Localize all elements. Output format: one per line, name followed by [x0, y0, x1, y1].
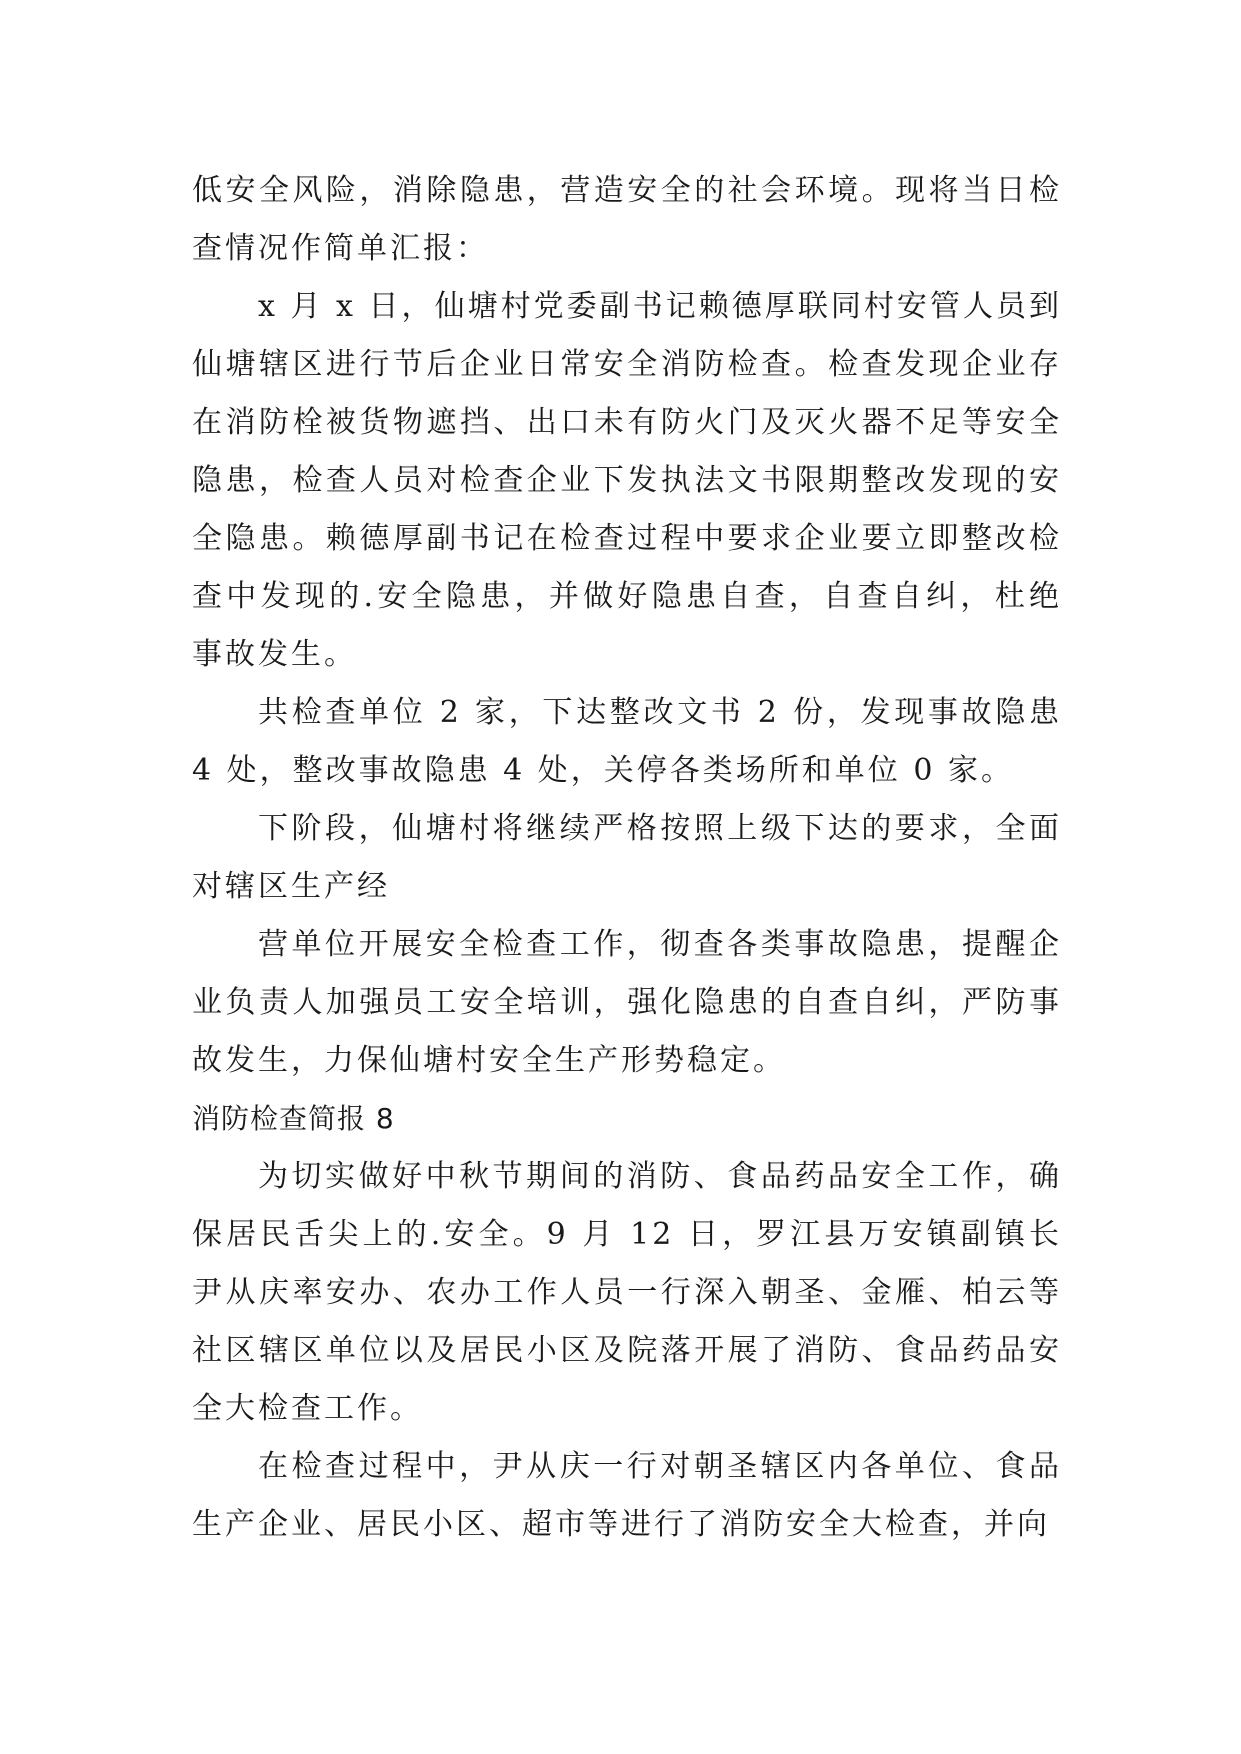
- paragraph-next-stage: 下阶段，仙塘村将继续严格按照上级下达的要求，全面对辖区生产经: [192, 811, 1062, 904]
- paragraph-mid-autumn-inspection: 为切实做好中秋节期间的消防、食品药品安全工作，确保居民舌尖上的.安全。9 月 12 日，罗江县万安镇副镇长尹从庆率安办、农办工作人员一行深入朝圣、金雁、柏云等社区辖区单位以及居民小区及院落开展了消防、食品药品安全大检查工作。: [192, 1159, 1062, 1426]
- document-body: [192, 162, 1062, 1554]
- paragraph-inspection-stats: 共检查单位 2 家，下达整改文书 2 份，发现事故隐患 4 处，整改事故隐患 4 处，关停各类场所和单位 0 家。: [192, 695, 1062, 788]
- paragraph-continuation: 低安全风险，消除隐患，营造安全的社会环境。现将当日检查情况作简单汇报：: [192, 173, 1062, 266]
- paragraph-inspection-process: 在检查过程中，尹从庆一行对朝圣辖区内各单位、食品生产企业、居民小区、超市等进行了消防安全大检查，并向: [192, 1449, 1062, 1542]
- section-title: 消防检查简报 8: [192, 1102, 395, 1135]
- paragraph-next-stage-continued: 营单位开展安全检查工作，彻查各类事故隐患，提醒企业负责人加强员工安全培训，强化隐患的自查自纠，严防事故发生，力保仙塘村安全生产形势稳定。: [192, 927, 1062, 1078]
- paragraph-inspection-details: x 月 x 日，仙塘村党委副书记赖德厚联同村安管人员到仙塘辖区进行节后企业日常安全消防检查。检查发现企业存在消防栓被货物遮挡、出口未有防火门及灭火器不足等安全隐患，检查人员对检查企业下发执法文书限期整改发现的安全隐患。赖德厚副书记在检查过程中要求企业要立即整改检查中发现的.安全隐患，并做好隐患自查，自查自纠，杜绝事故发生。: [192, 289, 1062, 672]
